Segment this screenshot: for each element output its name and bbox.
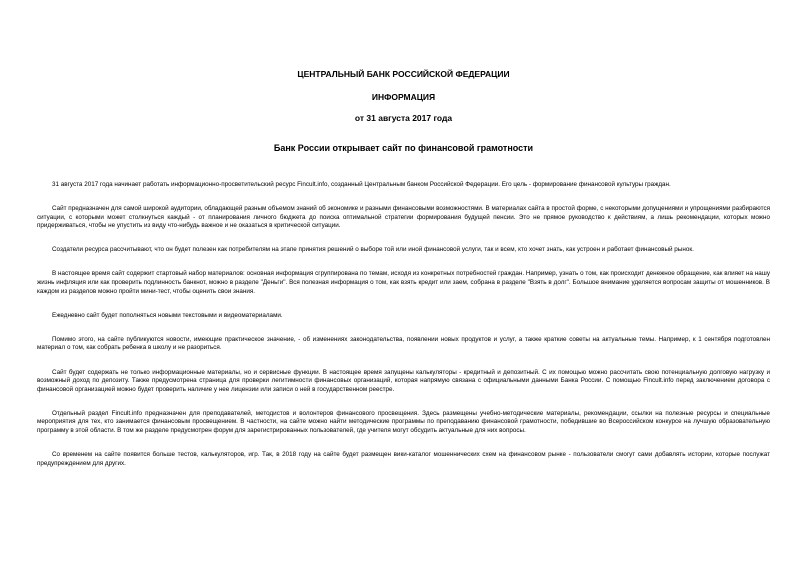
paragraph: Со временем на сайте появится больше тестов, калькуляторов, игр. Так, в 2018 году на сайте будет размещен вики-каталог мошеннических схем на финансовом рынке - пользователи смогут сами добавлять истории, которые послужат предупреждением для других. — [37, 451, 770, 467]
paragraph: Сайт предназначен для самой широкой аудитории, обладающей разным объемом знаний об экономике и разными финансовыми возможностями. В материалах сайта в простой форме, с некоторыми допущениями и упрощениями разбираются ситуации, с которыми может столкнуться каждый - от планирования личного бюджета до поиска оптимальной стратегии формирования будущей пенсии. Это не прямое руководство к действиям, а лишь рекомендации, которых можно придерживаться, чтобы не упустить из виду что-нибудь важное и не оказаться в критической ситуации. — [37, 205, 770, 230]
document-title: Банк России открывает сайт по финансовой грамотности — [273, 143, 534, 153]
document-page — [37, 0, 770, 571]
document-date: от 31 августа 2017 года — [354, 113, 453, 123]
paragraph: Создатели ресурса рассчитывают, что он будет полезен как потребителям на этапе принятия решений о выборе той или иной финансовой услуги, так и всем, кто хочет знать, как устроен и работает финансовый рынок. — [52, 246, 694, 254]
document-type-heading: ИНФОРМАЦИЯ — [371, 92, 436, 102]
bank-name-heading: ЦЕНТРАЛЬНЫЙ БАНК РОССИЙСКОЙ ФЕДЕРАЦИИ — [297, 69, 510, 79]
paragraph: Сайт будет содержать не только информационные материалы, но и сервисные функции. В настоящее время запущены калькуляторы - кредитный и депозитный. С их помощью можно рассчитать свою потенциальную долговую нагрузку и возможный доход по депозиту. Также предусмотрена страница для проверки легитимности финансовых организаций, которая напрямую связана с официальными данными Банка России. С помощью Fincult.info перед заключением договора с финансовой организацией можно будет проверить наличие у нее лицензии или записи о ней в государственном реестре. — [37, 368, 770, 393]
document-body — [37, 181, 770, 484]
paragraph: Помимо этого, на сайте публикуются новости, имеющие практическое значение, - об изменениях законодательства, появлении новых продуктов и услуг, а также краткие советы на актуальные темы. Например, к 1 сентября подготовлен материал о том, как собрать ребенка в школу и не разориться. — [37, 335, 770, 352]
paragraph: Ежедневно сайт будет пополняться новыми текстовыми и видеоматериалами. — [52, 311, 283, 319]
paragraph: 31 августа 2017 года начинает работать информационно-просветительский ресурс Fincult.info, созданный Центральным банком Российской Федерации. Его цель - формирование финансовой культуры граждан. — [52, 181, 671, 188]
paragraph: В настоящее время сайт содержит стартовый набор материалов: основная информация сгруппирована по темам, исходя из конкретных потребностей граждан. Например, узнать о том, как происходит денежное обращение, как влияет на нашу жизнь инфляция или как проверить подлинность банкнот, можно в разделе "Деньги". Вся полезная информация о том, как взять кредит или заем, собрана в разделе "Взять в долг". Большое внимание уделяется вопросам защиты от мошенников. В каждом из разделов можно пройти мини-тест, чтобы оценить свои знания. — [37, 270, 770, 295]
paragraph: Отдельный раздел Fincult.info предназначен для преподавателей, методистов и волонтеров финансового просвещения. Здесь размещены учебно-методические материалы, рекомендации, ссылки на полезные ресурсы и специальные мероприятия для тех, кто занимается финансовым просвещением. В частности, на сайте можно найти методические программы по преподаванию финансовой грамотности, победившие во Всероссийском конкурсе на лучшую образовательную программу в этой области. В том же разделе предусмотрен форум для зарегистрированных пользователей, где учителя могут обсудить актуальные для них вопросы. — [37, 409, 770, 434]
